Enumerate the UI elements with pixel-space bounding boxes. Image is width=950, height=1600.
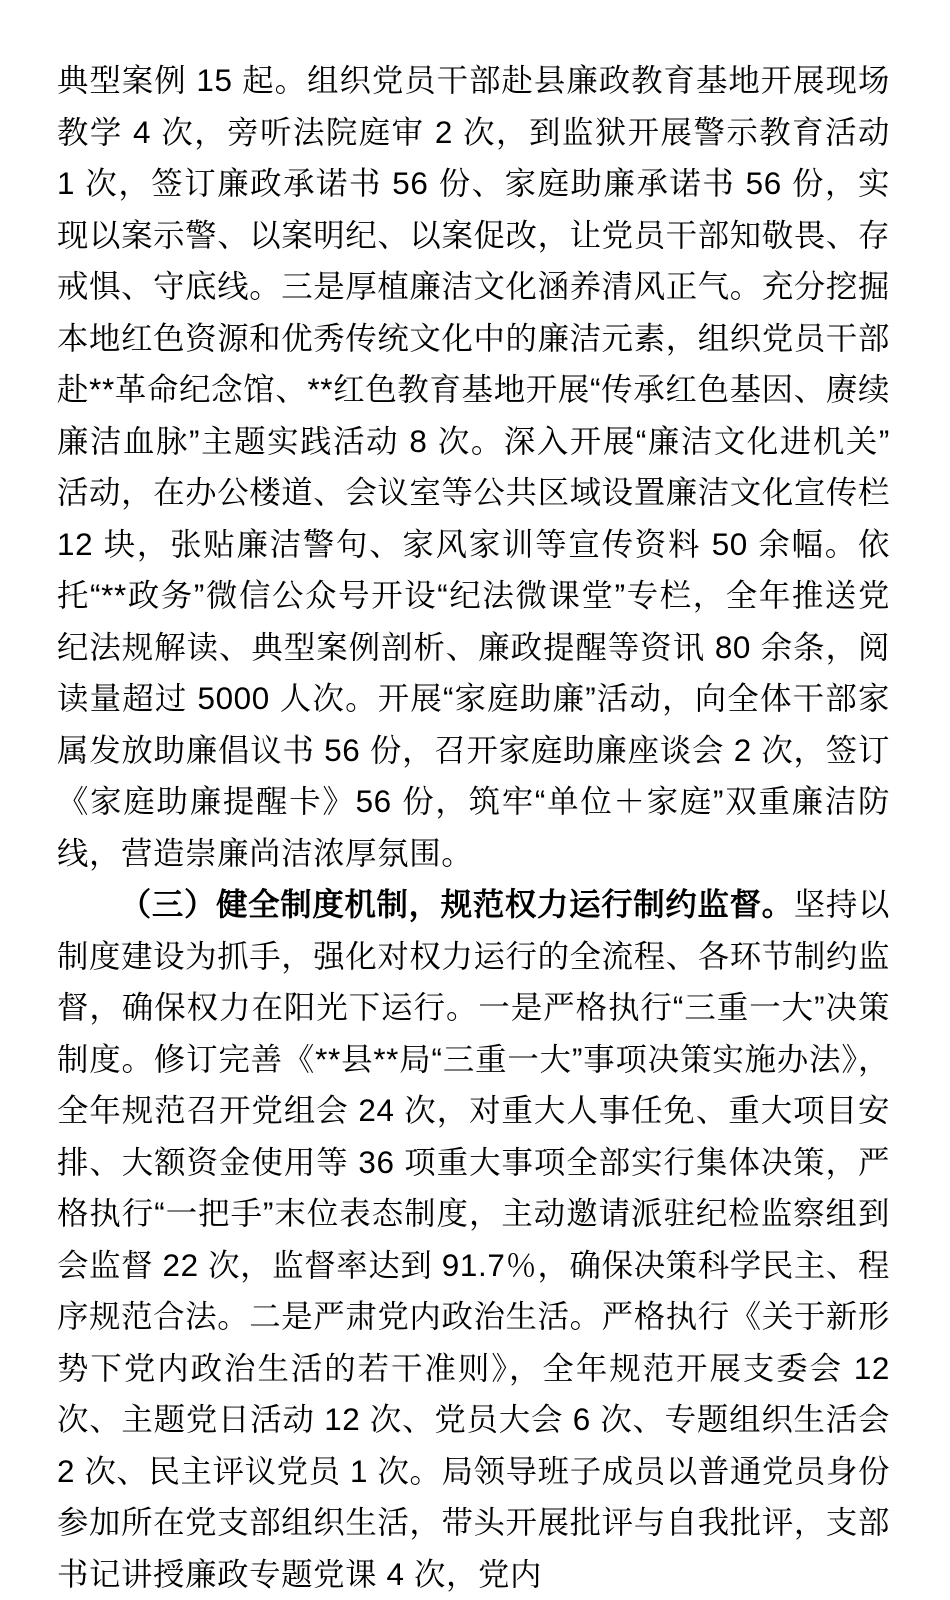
document-body — [57, 55, 890, 1600]
paragraph-continuation: 典型案例 15 起。组织党员干部赴县廉政教育基地开展现场教学 4 次，旁听法院庭审 2 次，到监狱开展警示教育活动 1 次，签订廉政承诺书 56 份、家庭助廉承诺书 56 份，实现以案示警、以案明纪、以案促改，让党员干部知敬畏、存戒惧、守底线。三是厚植廉洁文化涵养清风正气。充分挖掘本地红色资源和优秀传统文化中的廉洁元素，组织党员干部赴**革命纪念馆、**红色教育基地开展“传承红色基因、赓续廉洁血脉”主题实践活动 8 次。深入开展“廉洁文化进机关”活动，在办公楼道、会议室等公共区域设置廉洁文化宣传栏 12 块，张贴廉洁警句、家风家训等宣传资料 50 余幅。依托“**政务”微信公众号开设“纪法微课堂”专栏，全年推送党纪法规解读、典型案例剖析、廉政提醒等资讯 80 余条，阅读量超过 5000 人次。开展“家庭助廉”活动，向全体干部家属发放助廉倡议书 56 份，召开家庭助廉座谈会 2 次，签订《家庭助廉提醒卡》56 份，筑牢“单位＋家庭”双重廉洁防线，营造崇廉尚洁浓厚氛围。 — [57, 63, 890, 871]
paragraph-section-three — [57, 879, 890, 1600]
section-heading-lead: （三）健全制度机制，规范权力运行制约监督。 — [119, 887, 794, 922]
section-body-text: 坚持以制度建设为抓手，强化对权力运行的全流程、各环节制约监督，确保权力在阳光下运行。一是严格执行“三重一大”决策制度。修订完善《**县**局“三重一大”事项决策实施办法》，全年规范召开党组会 24 次，对重大人事任免、重大项目安排、大额资金使用等 36 项重大事项全部实行集体决策，严格执行“一把手”末位表态制度，主动邀请派驻纪检监察组到会监督 22 次，监督率达到 91.7％，确保决策科学民主、程序规范合法。二是严肃党内政治生活。严格执行《关于新形势下党内政治生活的若干准则》，全年规范开展支委会 12 次、主题党日活动 12 次、党员大会 6 次、专题组织生活会 2 次、民主评议党员 1 次。局领导班子成员以普通党员身份参加所在党支部组织生活，带头开展批评与自我批评，支部书记讲授廉政专题党课 4 次，党内 — [57, 887, 890, 1592]
